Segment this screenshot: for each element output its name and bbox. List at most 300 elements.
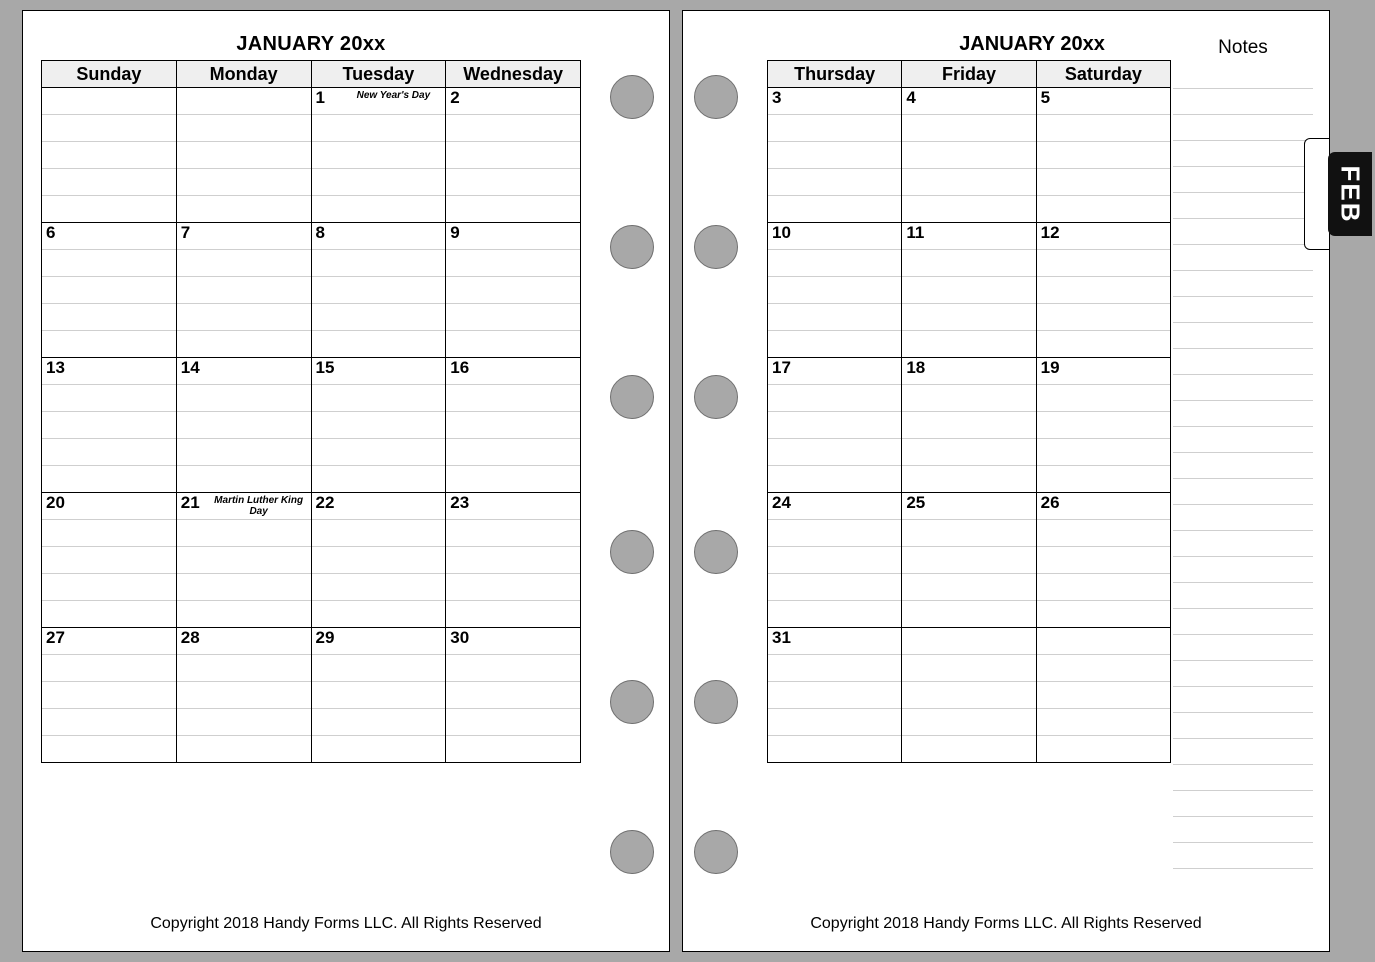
day-cell[interactable] xyxy=(311,493,446,520)
write-line-cell[interactable] xyxy=(176,601,311,628)
write-line-cell[interactable] xyxy=(176,142,311,169)
notes-line[interactable] xyxy=(1173,167,1313,193)
write-line-cell[interactable] xyxy=(311,520,446,547)
write-line-cell[interactable] xyxy=(902,520,1036,547)
write-line-cell[interactable] xyxy=(42,115,177,142)
ring-hole xyxy=(610,75,654,119)
write-line-cell[interactable] xyxy=(902,574,1036,601)
right-calendar-block xyxy=(767,33,1171,763)
month-tab-label: FEB xyxy=(1335,165,1366,223)
write-line-cell[interactable] xyxy=(768,412,902,439)
write-line-cell[interactable] xyxy=(311,466,446,493)
day-cell[interactable] xyxy=(42,358,177,385)
write-line-cell[interactable] xyxy=(42,574,177,601)
day-number: 9 xyxy=(450,223,460,242)
write-line-cell[interactable] xyxy=(176,655,311,682)
write-line-row xyxy=(42,520,581,547)
notes-line[interactable] xyxy=(1173,583,1313,609)
write-line-cell[interactable] xyxy=(42,412,177,439)
write-line-cell[interactable] xyxy=(902,331,1036,358)
write-line-cell[interactable] xyxy=(902,385,1036,412)
write-line-cell[interactable] xyxy=(768,277,902,304)
write-line-cell[interactable] xyxy=(311,169,446,196)
day-cell[interactable] xyxy=(1036,223,1170,250)
ring-hole xyxy=(610,375,654,419)
day-cell[interactable] xyxy=(1036,88,1170,115)
table-row xyxy=(42,358,581,385)
write-line-row xyxy=(42,115,581,142)
day-number: 7 xyxy=(180,223,191,242)
tab-backing xyxy=(1304,138,1330,250)
write-line-cell[interactable] xyxy=(768,196,902,223)
day-number: 21 xyxy=(180,493,200,512)
write-line-cell[interactable] xyxy=(1036,142,1170,169)
write-line-row xyxy=(42,169,581,196)
day-number: 20 xyxy=(46,493,65,512)
write-line-row xyxy=(42,304,581,331)
write-line-row xyxy=(768,250,1171,277)
write-line-cell[interactable] xyxy=(176,331,311,358)
write-line-cell[interactable] xyxy=(768,304,902,331)
write-line-cell[interactable] xyxy=(176,304,311,331)
day-cell[interactable] xyxy=(902,223,1036,250)
write-line-row xyxy=(768,385,1171,412)
write-line-cell[interactable] xyxy=(311,142,446,169)
notes-line[interactable] xyxy=(1173,323,1313,349)
day-cell[interactable] xyxy=(768,88,902,115)
day-cell[interactable] xyxy=(768,358,902,385)
day-cell[interactable] xyxy=(176,358,311,385)
write-line-cell[interactable] xyxy=(311,115,446,142)
write-line-cell[interactable] xyxy=(1036,250,1170,277)
write-line-cell[interactable] xyxy=(446,196,581,223)
table-row xyxy=(42,223,581,250)
write-line-cell[interactable] xyxy=(768,169,902,196)
write-line-cell[interactable] xyxy=(902,115,1036,142)
table-row xyxy=(768,223,1171,250)
write-line-cell[interactable] xyxy=(1036,574,1170,601)
notes-line[interactable] xyxy=(1173,817,1313,843)
notes-line[interactable] xyxy=(1173,531,1313,557)
write-line-cell[interactable] xyxy=(42,709,177,736)
write-line-row xyxy=(42,574,581,601)
write-line-cell[interactable] xyxy=(42,466,177,493)
notes-line[interactable] xyxy=(1173,427,1313,453)
write-line-cell[interactable] xyxy=(176,169,311,196)
write-line-cell[interactable] xyxy=(446,709,581,736)
write-line-cell[interactable] xyxy=(902,709,1036,736)
day-number: 4 xyxy=(906,88,916,107)
day-cell[interactable] xyxy=(176,628,311,655)
write-line-row xyxy=(42,655,581,682)
write-line-row xyxy=(42,385,581,412)
write-line-cell[interactable] xyxy=(42,682,177,709)
write-line-row xyxy=(42,601,581,628)
write-line-cell[interactable] xyxy=(42,439,177,466)
write-line-cell[interactable] xyxy=(768,736,902,763)
write-line-cell[interactable] xyxy=(446,547,581,574)
day-number: 26 xyxy=(1040,493,1060,512)
write-line-cell[interactable] xyxy=(311,601,446,628)
write-line-cell[interactable] xyxy=(311,547,446,574)
write-line-cell[interactable] xyxy=(446,655,581,682)
left-page xyxy=(22,10,670,952)
write-line-cell[interactable] xyxy=(1036,169,1170,196)
write-line-cell[interactable] xyxy=(42,250,177,277)
write-line-cell[interactable] xyxy=(311,412,446,439)
write-line-cell[interactable] xyxy=(446,736,581,763)
write-line-cell[interactable] xyxy=(176,250,311,277)
write-line-cell[interactable] xyxy=(768,439,902,466)
column-header-sunday: Sunday xyxy=(42,61,177,88)
column-header-tuesday: Tuesday xyxy=(311,61,446,88)
write-line-cell[interactable] xyxy=(311,250,446,277)
write-line-row xyxy=(768,682,1171,709)
write-line-row xyxy=(768,547,1171,574)
write-line-cell[interactable] xyxy=(176,385,311,412)
day-cell[interactable] xyxy=(1036,358,1170,385)
column-header-monday: Monday xyxy=(176,61,311,88)
write-line-row xyxy=(768,466,1171,493)
write-line-cell[interactable] xyxy=(176,547,311,574)
write-line-cell[interactable] xyxy=(902,439,1036,466)
write-line-cell[interactable] xyxy=(446,115,581,142)
write-line-cell[interactable] xyxy=(42,520,177,547)
write-line-cell[interactable] xyxy=(902,196,1036,223)
day-number: 23 xyxy=(450,493,470,512)
notes-line[interactable] xyxy=(1173,115,1313,141)
write-line-row xyxy=(768,331,1171,358)
write-line-cell[interactable] xyxy=(176,439,311,466)
day-cell[interactable] xyxy=(1036,628,1170,655)
write-line-cell[interactable] xyxy=(902,277,1036,304)
write-line-row xyxy=(768,736,1171,763)
write-line-cell[interactable] xyxy=(42,196,177,223)
write-line-cell[interactable] xyxy=(902,655,1036,682)
day-cell[interactable] xyxy=(311,358,446,385)
day-holiday-label: Martin Luther King Day xyxy=(214,495,304,517)
write-line-cell[interactable] xyxy=(768,115,902,142)
notes-line[interactable] xyxy=(1173,661,1313,687)
day-number: 13 xyxy=(46,358,65,377)
write-line-cell[interactable] xyxy=(42,655,177,682)
day-number: 3 xyxy=(772,88,782,107)
write-line-cell[interactable] xyxy=(902,736,1036,763)
day-cell[interactable] xyxy=(902,493,1036,520)
day-cell[interactable] xyxy=(311,88,446,115)
notes-line[interactable] xyxy=(1173,843,1313,869)
right-month-title: JANUARY 20xx xyxy=(959,33,1105,55)
write-line-row xyxy=(42,439,581,466)
write-line-row xyxy=(768,115,1171,142)
left-month-title: JANUARY 20xx xyxy=(236,33,386,55)
write-line-cell[interactable] xyxy=(311,655,446,682)
right-page-ring-holes xyxy=(689,11,749,953)
day-cell[interactable] xyxy=(768,223,902,250)
notes-line[interactable] xyxy=(1173,193,1313,219)
write-line-cell[interactable] xyxy=(42,736,177,763)
write-line-cell[interactable] xyxy=(446,520,581,547)
write-line-cell[interactable] xyxy=(902,412,1036,439)
write-line-row xyxy=(42,250,581,277)
write-line-cell[interactable] xyxy=(446,601,581,628)
write-line-cell[interactable] xyxy=(446,277,581,304)
write-line-cell[interactable] xyxy=(311,331,446,358)
write-line-cell[interactable] xyxy=(768,655,902,682)
day-cell[interactable] xyxy=(176,223,311,250)
write-line-cell[interactable] xyxy=(1036,655,1170,682)
write-line-cell[interactable] xyxy=(1036,601,1170,628)
write-line-cell[interactable] xyxy=(446,439,581,466)
write-line-cell[interactable] xyxy=(311,439,446,466)
left-page-ring-holes xyxy=(605,11,665,953)
write-line-cell[interactable] xyxy=(311,574,446,601)
write-line-row xyxy=(42,142,581,169)
write-line-cell[interactable] xyxy=(768,547,902,574)
write-line-cell[interactable] xyxy=(1036,709,1170,736)
write-line-row xyxy=(768,520,1171,547)
ring-hole xyxy=(694,75,738,119)
write-line-cell[interactable] xyxy=(176,412,311,439)
write-line-cell[interactable] xyxy=(446,304,581,331)
day-number: 5 xyxy=(1040,88,1051,107)
write-line-cell[interactable] xyxy=(311,385,446,412)
notes-line[interactable] xyxy=(1173,505,1313,531)
notes-line[interactable] xyxy=(1173,479,1313,505)
write-line-cell[interactable] xyxy=(446,574,581,601)
write-line-cell[interactable] xyxy=(176,736,311,763)
write-line-row xyxy=(768,196,1171,223)
day-number: 29 xyxy=(315,628,335,647)
day-cell[interactable] xyxy=(446,628,581,655)
write-line-cell[interactable] xyxy=(1036,115,1170,142)
write-line-cell[interactable] xyxy=(42,331,177,358)
right-calendar-table xyxy=(767,60,1171,763)
write-line-row xyxy=(42,466,581,493)
write-line-row xyxy=(768,574,1171,601)
write-line-cell[interactable] xyxy=(768,331,902,358)
write-line-cell[interactable] xyxy=(446,466,581,493)
write-line-row xyxy=(768,304,1171,331)
day-cell[interactable] xyxy=(446,493,581,520)
column-header-saturday: Saturday xyxy=(1036,61,1170,88)
write-line-cell[interactable] xyxy=(1036,277,1170,304)
ring-hole xyxy=(610,680,654,724)
write-line-cell[interactable] xyxy=(176,682,311,709)
ring-hole xyxy=(694,225,738,269)
day-number: 25 xyxy=(906,493,926,512)
write-line-cell[interactable] xyxy=(1036,412,1170,439)
write-line-cell[interactable] xyxy=(768,520,902,547)
notes-line[interactable] xyxy=(1173,375,1313,401)
notes-title: Notes xyxy=(1218,37,1268,58)
day-number: 15 xyxy=(315,358,335,377)
write-line-cell[interactable] xyxy=(176,709,311,736)
notes-line[interactable] xyxy=(1173,297,1313,323)
write-line-cell[interactable] xyxy=(42,169,177,196)
write-line-cell[interactable] xyxy=(446,142,581,169)
column-header-friday: Friday xyxy=(902,61,1036,88)
write-line-cell[interactable] xyxy=(311,709,446,736)
write-line-cell[interactable] xyxy=(768,709,902,736)
day-cell[interactable] xyxy=(176,88,311,115)
write-line-cell[interactable] xyxy=(902,547,1036,574)
day-cell[interactable] xyxy=(42,88,177,115)
day-cell[interactable] xyxy=(768,628,902,655)
day-cell[interactable] xyxy=(768,493,902,520)
notes-line[interactable] xyxy=(1173,349,1313,375)
write-line-cell[interactable] xyxy=(768,682,902,709)
write-line-cell[interactable] xyxy=(176,466,311,493)
left-header-row xyxy=(42,61,581,88)
write-line-cell[interactable] xyxy=(446,331,581,358)
write-line-row xyxy=(42,331,581,358)
write-line-cell[interactable] xyxy=(42,142,177,169)
write-line-cell[interactable] xyxy=(42,304,177,331)
write-line-cell[interactable] xyxy=(1036,304,1170,331)
ring-hole xyxy=(610,830,654,874)
notes-line[interactable] xyxy=(1173,271,1313,297)
notes-line[interactable] xyxy=(1173,63,1313,89)
day-cell[interactable] xyxy=(446,223,581,250)
left-copyright: Copyright 2018 Handy Forms LLC. All Rights Reserved xyxy=(150,915,542,932)
write-line-cell[interactable] xyxy=(1036,466,1170,493)
notes-line[interactable] xyxy=(1173,89,1313,115)
write-line-cell[interactable] xyxy=(902,169,1036,196)
notes-line[interactable] xyxy=(1173,713,1313,739)
write-line-cell[interactable] xyxy=(42,385,177,412)
write-line-cell[interactable] xyxy=(768,142,902,169)
notes-line[interactable] xyxy=(1173,739,1313,765)
table-row xyxy=(768,493,1171,520)
write-line-cell[interactable] xyxy=(42,601,177,628)
day-cell[interactable] xyxy=(311,223,446,250)
write-line-cell[interactable] xyxy=(1036,520,1170,547)
day-number: 17 xyxy=(772,358,791,377)
day-cell[interactable] xyxy=(446,358,581,385)
write-line-cell[interactable] xyxy=(1036,682,1170,709)
table-row xyxy=(42,493,581,520)
write-line-cell[interactable] xyxy=(446,250,581,277)
day-number: 19 xyxy=(1040,358,1060,377)
write-line-cell[interactable] xyxy=(311,736,446,763)
notes-line[interactable] xyxy=(1173,609,1313,635)
write-line-cell[interactable] xyxy=(176,574,311,601)
day-cell[interactable] xyxy=(42,223,177,250)
write-line-cell[interactable] xyxy=(446,169,581,196)
day-cell[interactable] xyxy=(902,88,1036,115)
write-line-cell[interactable] xyxy=(311,196,446,223)
notes-line[interactable] xyxy=(1173,219,1313,245)
notes-line[interactable] xyxy=(1173,791,1313,817)
day-number: 6 xyxy=(46,223,56,242)
write-line-cell[interactable] xyxy=(1036,547,1170,574)
ring-hole xyxy=(694,375,738,419)
write-line-cell[interactable] xyxy=(42,547,177,574)
write-line-cell[interactable] xyxy=(1036,196,1170,223)
day-cell[interactable] xyxy=(311,628,446,655)
day-number: 24 xyxy=(772,493,791,512)
write-line-cell[interactable] xyxy=(902,682,1036,709)
write-line-cell[interactable] xyxy=(42,277,177,304)
write-line-cell[interactable] xyxy=(1036,439,1170,466)
write-line-row xyxy=(42,196,581,223)
write-line-cell[interactable] xyxy=(768,385,902,412)
day-number: 10 xyxy=(772,223,791,242)
day-cell[interactable] xyxy=(1036,493,1170,520)
write-line-row xyxy=(42,682,581,709)
write-line-cell[interactable] xyxy=(902,601,1036,628)
write-line-cell[interactable] xyxy=(768,250,902,277)
write-line-cell[interactable] xyxy=(311,304,446,331)
day-cell[interactable] xyxy=(902,358,1036,385)
write-line-row xyxy=(42,736,581,763)
day-cell[interactable] xyxy=(446,88,581,115)
day-cell[interactable] xyxy=(902,628,1036,655)
notes-line[interactable] xyxy=(1173,557,1313,583)
write-line-cell[interactable] xyxy=(1036,736,1170,763)
notes-line[interactable] xyxy=(1173,245,1313,271)
write-line-cell[interactable] xyxy=(902,304,1036,331)
notes-line[interactable] xyxy=(1173,401,1313,427)
table-row xyxy=(42,628,581,655)
write-line-cell[interactable] xyxy=(446,682,581,709)
day-cell[interactable] xyxy=(176,493,311,520)
notes-line[interactable] xyxy=(1173,141,1313,167)
write-line-cell[interactable] xyxy=(768,574,902,601)
write-line-cell[interactable] xyxy=(311,682,446,709)
day-number: 2 xyxy=(450,88,460,107)
month-tab-feb[interactable] xyxy=(1328,152,1372,236)
table-row xyxy=(768,88,1171,115)
ring-hole xyxy=(610,225,654,269)
write-line-cell[interactable] xyxy=(1036,385,1170,412)
notes-line[interactable] xyxy=(1173,635,1313,661)
day-cell[interactable] xyxy=(42,493,177,520)
notes-line[interactable] xyxy=(1173,453,1313,479)
write-line-row xyxy=(768,655,1171,682)
column-header-wednesday: Wednesday xyxy=(446,61,581,88)
write-line-cell[interactable] xyxy=(1036,331,1170,358)
write-line-row xyxy=(42,412,581,439)
notes-lines xyxy=(1173,63,1313,869)
write-line-cell[interactable] xyxy=(768,601,902,628)
ring-hole xyxy=(694,830,738,874)
day-holiday-label: New Year's Day xyxy=(356,90,431,101)
write-line-cell[interactable] xyxy=(902,142,1036,169)
write-line-cell[interactable] xyxy=(176,520,311,547)
notes-section xyxy=(1173,33,1313,869)
write-line-cell[interactable] xyxy=(902,466,1036,493)
write-line-cell[interactable] xyxy=(176,277,311,304)
write-line-cell[interactable] xyxy=(176,115,311,142)
day-cell[interactable] xyxy=(42,628,177,655)
notes-line[interactable] xyxy=(1173,687,1313,713)
write-line-cell[interactable] xyxy=(311,277,446,304)
notes-line[interactable] xyxy=(1173,765,1313,791)
write-line-row xyxy=(768,169,1171,196)
write-line-cell[interactable] xyxy=(446,412,581,439)
write-line-cell[interactable] xyxy=(176,196,311,223)
right-page xyxy=(682,10,1330,952)
write-line-cell[interactable] xyxy=(768,466,902,493)
write-line-row xyxy=(768,412,1171,439)
right-header-row xyxy=(768,61,1171,88)
write-line-cell[interactable] xyxy=(446,385,581,412)
write-line-cell[interactable] xyxy=(902,250,1036,277)
table-row xyxy=(42,88,581,115)
day-number: 1 xyxy=(315,88,325,107)
